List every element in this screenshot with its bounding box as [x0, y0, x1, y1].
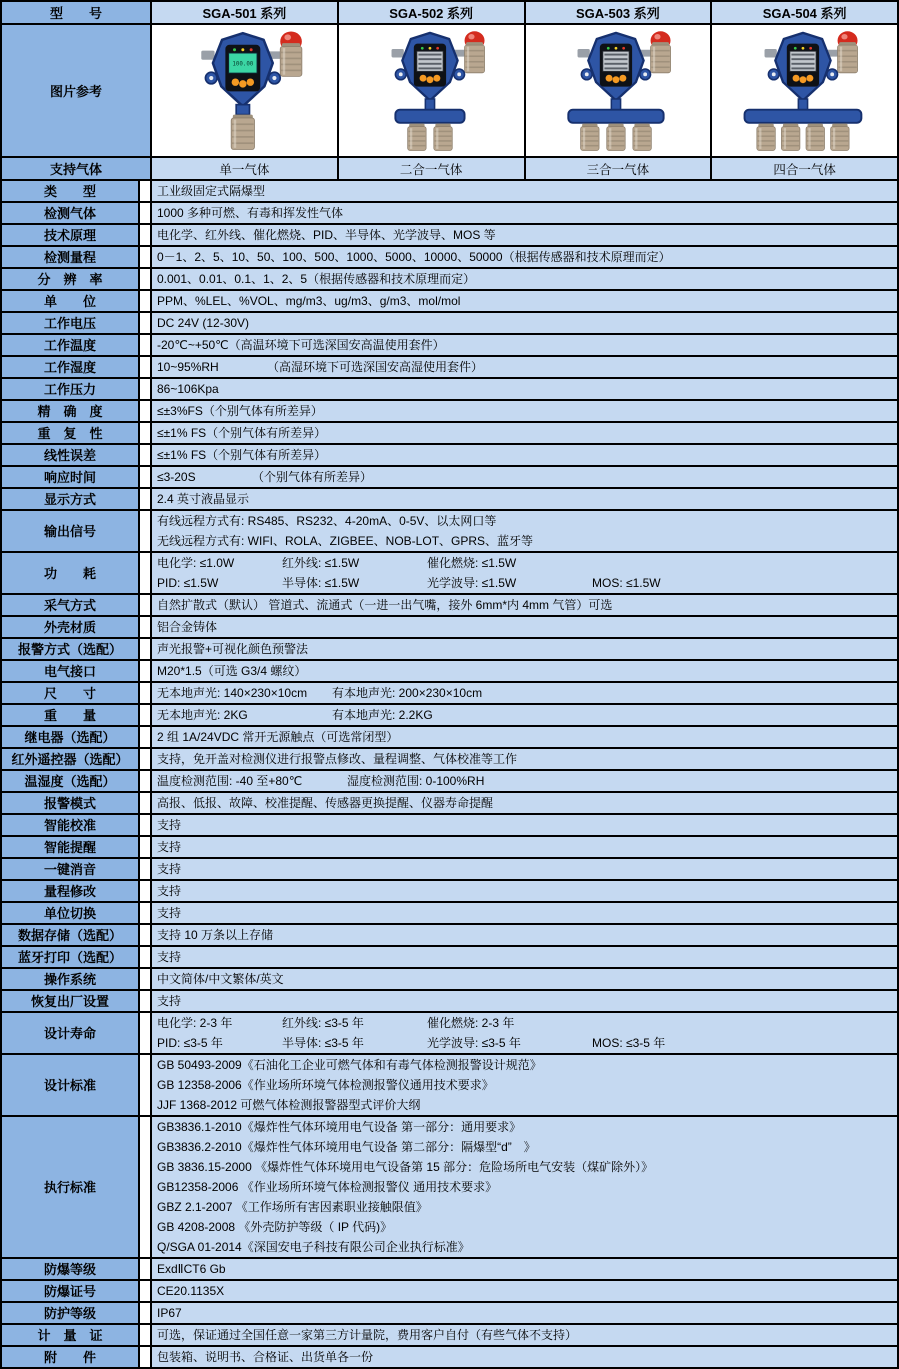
spec-row: [2, 1281, 897, 1301]
spec-row: [2, 1055, 897, 1115]
spec-value-line: 10~95%RH （高湿环境下可选深国安高湿使用套件）: [157, 360, 484, 374]
spec-row-value: [152, 357, 897, 377]
spec-value-line: 支持: [157, 906, 182, 920]
spec-row: [2, 1259, 897, 1279]
spec-row-label: 执行标准: [2, 1117, 138, 1257]
spec-value-line: 86~106Kpa: [157, 382, 219, 396]
column-gutter: [140, 903, 150, 923]
column-gutter: [140, 727, 150, 747]
spec-value-line: PPM、%LEL、%VOL、mg/m3、ug/m3、g/m3、mol/mol: [157, 294, 461, 308]
spec-row-value: [152, 617, 897, 637]
spec-row-value: [152, 511, 897, 551]
supported-gas-2: 二合一气体: [339, 158, 524, 179]
supported-gas-4: 四合一气体: [712, 158, 897, 179]
spec-value-line: 支持，免开盖对检测仪进行报警点修改、量程调整、气体校准等工作: [157, 752, 518, 766]
spec-row-label: 温湿度（选配）: [2, 771, 138, 791]
spec-row-value: [152, 881, 897, 901]
spec-row-label: 设计标准: [2, 1055, 138, 1115]
spec-value-line: ExdⅡCT6 Gb: [157, 1262, 226, 1276]
spec-row: [2, 991, 897, 1011]
svg-text:100.00: 100.00: [232, 61, 254, 68]
spec-row-label: 重 量: [2, 705, 138, 725]
spec-row-value: [152, 991, 897, 1011]
spec-row-value: [152, 947, 897, 967]
spec-row-value: [152, 445, 897, 465]
spec-row: [2, 291, 897, 311]
spec-row-value: [152, 203, 897, 223]
spec-value-line: 工业级固定式隔爆型: [157, 184, 266, 198]
spec-row: [2, 903, 897, 923]
column-gutter: [140, 617, 150, 637]
column-gutter: [140, 1055, 150, 1115]
spec-value-line: GB 3836.15-2000 《爆炸性气体环境用电气设备第 15 部分：危险场所电气安装（煤矿除外）》: [157, 1160, 654, 1174]
spec-value-line: PID: ≤1.5W 半导体: ≤1.5W 光学波导: ≤1.5W MOS: ≤1.5W: [157, 576, 661, 590]
column-gutter: [140, 859, 150, 879]
spec-row: [2, 881, 897, 901]
spec-value-line: 2 组 1A/24VDC 常开无源触点（可选常闭型）: [157, 730, 399, 744]
product-image-sga-501: [152, 25, 337, 156]
spec-value-line: GB 50493-2009《石油化工企业可燃气体和有毒气体检测报警设计规范》: [157, 1058, 542, 1072]
spec-row: [2, 1325, 897, 1345]
spec-row: [2, 1117, 897, 1257]
spec-row: [2, 639, 897, 659]
column-gutter: [140, 1281, 150, 1301]
spec-row-label: 防爆证号: [2, 1281, 138, 1301]
product-image-cells: [152, 25, 897, 156]
spec-row-value: [152, 705, 897, 725]
column-gutter: [140, 661, 150, 681]
spec-value-line: 支持: [157, 884, 182, 898]
spec-row: [2, 683, 897, 703]
spec-row: [2, 401, 897, 421]
column-gutter: [140, 947, 150, 967]
spec-row-label: 蓝牙打印（选配）: [2, 947, 138, 967]
column-gutter: [140, 423, 150, 443]
column-gutter: [140, 269, 150, 289]
column-gutter: [140, 181, 150, 201]
spec-row-label: 操作系统: [2, 969, 138, 989]
spec-value-line: GBZ 2.1-2007 《工作场所有害因素职业接触限值》: [157, 1200, 428, 1214]
spec-row-label: 采气方式: [2, 595, 138, 615]
row-label-model: 型 号: [2, 2, 150, 23]
spec-value-line: 支持: [157, 994, 182, 1008]
column-gutter: [140, 313, 150, 333]
spec-row: [2, 947, 897, 967]
gas-cells: [152, 158, 897, 179]
product-image-sga-504: [712, 25, 897, 156]
spec-row-label: 防爆等级: [2, 1259, 138, 1279]
spec-value-line: -20℃~+50℃（高温环境下可选深国安高温使用套件）: [157, 338, 445, 352]
spec-value-line: ≤±1% FS（个别气体有所差异）: [157, 426, 327, 440]
column-gutter: [140, 595, 150, 615]
spec-row-label: 报警方式（选配）: [2, 639, 138, 659]
supported-gas-3: 三合一气体: [526, 158, 711, 179]
spec-row: [2, 247, 897, 267]
spec-value-line: JJF 1368-2012 可燃气体检测报警器型式评价大纲: [157, 1098, 421, 1112]
spec-row: [2, 225, 897, 245]
spec-row: [2, 269, 897, 289]
spec-row-value: [152, 335, 897, 355]
column-gutter: [140, 489, 150, 509]
spec-row-value: [152, 247, 897, 267]
column-gutter: [140, 467, 150, 487]
spec-value-line: M20*1.5（可选 G3/4 螺纹）: [157, 664, 307, 678]
spec-value-line: GB3836.2-2010《爆炸性气体环境用电气设备 第二部分：隔爆型“d” 》: [157, 1140, 536, 1154]
spec-row-label: 智能提醒: [2, 837, 138, 857]
spec-row-label: 恢复出厂设置: [2, 991, 138, 1011]
spec-row-value: [152, 793, 897, 813]
column-gutter: [140, 379, 150, 399]
spec-row-label: 单位切换: [2, 903, 138, 923]
spec-row: [2, 1013, 897, 1053]
column-gutter: [140, 203, 150, 223]
spec-row-value: [152, 925, 897, 945]
spec-row-value: [152, 859, 897, 879]
spec-row: [2, 859, 897, 879]
spec-row-value: [152, 595, 897, 615]
spec-value-line: 2.4 英寸液晶显示: [157, 492, 250, 506]
spec-value-line: CE20.1135X: [157, 1284, 225, 1298]
column-gutter: [140, 749, 150, 769]
spec-row-value: [152, 401, 897, 421]
spec-row: [2, 969, 897, 989]
column-gutter: [140, 511, 150, 551]
model-header-row: [2, 2, 897, 23]
spec-row-label: 工作电压: [2, 313, 138, 333]
spec-row: [2, 705, 897, 725]
product-image-sga-503: [526, 25, 711, 156]
spec-value-line: 支持: [157, 950, 182, 964]
column-gutter: [140, 553, 150, 593]
spec-row: [2, 925, 897, 945]
spec-row-label: 报警模式: [2, 793, 138, 813]
spec-value-line: 无线远程方式有: WIFI、ROLA、ZIGBEE、NOB-LOT、GPRS、蓝牙等: [157, 534, 534, 548]
spec-row-value: [152, 639, 897, 659]
gas-detector-illustration: [743, 28, 866, 153]
spec-value-line: DC 24V (12-30V): [157, 316, 250, 330]
spec-value-line: 中文简体/中文繁体/英文: [157, 972, 284, 986]
spec-row-value: [152, 749, 897, 769]
spec-row: [2, 595, 897, 615]
spec-value-line: 声光报警+可视化颜色预警法: [157, 642, 309, 656]
column-gutter: [140, 225, 150, 245]
spec-value-line: ≤3-20S （个别气体有所差异）: [157, 470, 373, 484]
column-gutter: [140, 357, 150, 377]
spec-row-label: 检测气体: [2, 203, 138, 223]
spec-value-line: 电化学: 2-3 年 红外线: ≤3-5 年 催化燃烧: 2-3 年: [157, 1016, 515, 1030]
column-gutter: [140, 837, 150, 857]
spec-value-line: 高报、低报、故障、校准提醒、传感器更换提醒、仪器寿命提醒: [157, 796, 494, 810]
spec-row-value: [152, 1117, 897, 1257]
spec-value-line: 0－1、2、5、10、50、100、500、1000、5000、10000、50000（根据传感器和技术原理而定）: [157, 250, 671, 264]
spec-value-line: Q/SGA 01-2014《深国安电子科技有限公司企业执行标准》: [157, 1240, 470, 1254]
spec-row-label: 功 耗: [2, 553, 138, 593]
supported-gas-1: 单一气体: [152, 158, 337, 179]
spec-row: [2, 1303, 897, 1323]
spec-row-value: [152, 269, 897, 289]
spec-value-line: ≤±1% FS（个别气体有所差异）: [157, 448, 327, 462]
spec-row-label: 重 复 性: [2, 423, 138, 443]
column-gutter: [140, 1013, 150, 1053]
spec-row-label: 计 量 证: [2, 1325, 138, 1345]
spec-row-label: 继电器（选配）: [2, 727, 138, 747]
spec-row: [2, 445, 897, 465]
spec-row-label: 线性误差: [2, 445, 138, 465]
spec-row-value: [152, 467, 897, 487]
spec-value-line: 无本地声光: 140×230×10cm 有本地声光: 200×230×10cm: [157, 686, 483, 700]
spec-row: [2, 335, 897, 355]
column-gutter: [140, 1347, 150, 1367]
spec-value-line: 无本地声光: 2KG 有本地声光: 2.2KG: [157, 708, 433, 722]
gas-detector-illustration: [556, 28, 679, 153]
spec-row: [2, 203, 897, 223]
spec-row-value: [152, 225, 897, 245]
spec-value-line: GB 4208-2008 《外壳防护等级（ IP 代码)》: [157, 1220, 393, 1234]
column-gutter: [140, 793, 150, 813]
spec-row-label: 检测量程: [2, 247, 138, 267]
model-header-4: SGA-504 系列: [712, 2, 897, 23]
spec-row: [2, 467, 897, 487]
supported-gas-row: [2, 158, 897, 179]
spec-row: [2, 511, 897, 551]
spec-row-value: [152, 727, 897, 747]
spec-row-label: 外壳材质: [2, 617, 138, 637]
spec-value-line: 有线远程方式有: RS485、RS232、4-20mA、0-5V、以太网口等: [157, 514, 497, 528]
column-gutter: [140, 1117, 150, 1257]
spec-row-label: 尺 寸: [2, 683, 138, 703]
spec-value-line: 支持 10 万条以上存储: [157, 928, 274, 942]
spec-row-value: [152, 553, 897, 593]
spec-row-label: 工作温度: [2, 335, 138, 355]
column-gutter: [140, 247, 150, 267]
row-label-supported-gas: 支持气体: [2, 158, 150, 179]
column-gutter: [140, 445, 150, 465]
spec-value-line: 支持: [157, 818, 182, 832]
spec-row-value: [152, 489, 897, 509]
spec-row-label: 精 确 度: [2, 401, 138, 421]
spec-row-label: 防护等级: [2, 1303, 138, 1323]
spec-row-value: [152, 1303, 897, 1323]
spec-value-line: 电化学、红外线、催化燃烧、PID、半导体、光学波导、MOS 等: [157, 228, 496, 242]
spec-row: [2, 749, 897, 769]
column-gutter: [140, 1325, 150, 1345]
product-image-sga-502: [339, 25, 524, 156]
spec-row: [2, 727, 897, 747]
column-gutter: [140, 771, 150, 791]
spec-row: [2, 1347, 897, 1367]
column-gutter: [140, 683, 150, 703]
spec-value-line: 自然扩散式（默认） 管道式、流通式（一进一出气嘴，接外 6mm*内 4mm 气管）可选: [157, 598, 613, 612]
spec-row: [2, 553, 897, 593]
spec-value-line: GB3836.1-2010《爆炸性气体环境用电气设备 第一部分：通用要求》: [157, 1120, 522, 1134]
spec-row-label: 附 件: [2, 1347, 138, 1367]
model-header-1: SGA-501 系列: [152, 2, 337, 23]
spec-value-line: 1000 多种可燃、有毒和挥发性气体: [157, 206, 344, 220]
column-gutter: [140, 969, 150, 989]
column-gutter: [140, 705, 150, 725]
gas-detector-illustration: [370, 28, 493, 153]
spec-row-value: [152, 313, 897, 333]
spec-row: [2, 815, 897, 835]
column-gutter: [140, 291, 150, 311]
spec-row-label: 红外遥控器（选配）: [2, 749, 138, 769]
model-header-cells: [152, 2, 897, 23]
spec-row-label: 智能校准: [2, 815, 138, 835]
spec-row-label: 设计寿命: [2, 1013, 138, 1053]
spec-value-line: GB 12358-2006《作业场所环境气体检测报警仪通用技术要求》: [157, 1078, 494, 1092]
spec-row-value: [152, 291, 897, 311]
spec-value-line: 温度检测范围: -40 至+80℃ 湿度检测范围: 0-100%RH: [157, 774, 485, 788]
spec-row-value: [152, 837, 897, 857]
spec-value-line: 0.001、0.01、0.1、1、2、5（根据传感器和技术原理而定）: [157, 272, 476, 286]
spec-row-value: [152, 815, 897, 835]
spec-row-value: [152, 661, 897, 681]
spec-value-line: 包装箱、说明书、合格证、出货单各一份: [157, 1350, 374, 1364]
column-gutter: [140, 1303, 150, 1323]
spec-row: [2, 617, 897, 637]
spec-row-label: 类 型: [2, 181, 138, 201]
spec-value-line: PID: ≤3-5 年 半导体: ≤3-5 年 光学波导: ≤3-5 年 MOS: ≤3-5 年: [157, 1036, 666, 1050]
column-gutter: [140, 925, 150, 945]
spec-row-value: [152, 683, 897, 703]
spec-row-label: 工作压力: [2, 379, 138, 399]
spec-value-line: 支持: [157, 862, 182, 876]
spec-row: [2, 379, 897, 399]
spec-row: [2, 423, 897, 443]
spec-value-line: 电化学: ≤1.0W 红外线: ≤1.5W 催化燃烧: ≤1.5W: [157, 556, 517, 570]
column-gutter: [140, 815, 150, 835]
spec-row-value: [152, 771, 897, 791]
model-header-2: SGA-502 系列: [339, 2, 524, 23]
spec-row: [2, 181, 897, 201]
product-image-row: [2, 25, 897, 156]
spec-row-label: 分 辨 率: [2, 269, 138, 289]
spec-row-label: 技术原理: [2, 225, 138, 245]
spec-row-value: [152, 1325, 897, 1345]
column-gutter: [140, 639, 150, 659]
spec-row-label: 响应时间: [2, 467, 138, 487]
spec-row-value: [152, 1281, 897, 1301]
column-gutter: [140, 401, 150, 421]
column-gutter: [140, 1259, 150, 1279]
spec-row-value: [152, 1055, 897, 1115]
spec-row-label: 电气接口: [2, 661, 138, 681]
spec-value-line: IP67: [157, 1306, 182, 1320]
spec-row-value: [152, 423, 897, 443]
spec-row: [2, 793, 897, 813]
spec-value-line: ≤±3%FS（个别气体有所差异）: [157, 404, 323, 418]
spec-value-line: 可选，保证通过全国任意一家第三方计量院，费用客户自付（有些气体不支持）: [157, 1328, 578, 1342]
spec-row: [2, 489, 897, 509]
spec-row-value: [152, 181, 897, 201]
spec-row-label: 显示方式: [2, 489, 138, 509]
spec-row-value: [152, 1347, 897, 1367]
spec-value-line: 铝合金铸体: [157, 620, 218, 634]
spec-value-line: 支持: [157, 840, 182, 854]
spec-row: [2, 357, 897, 377]
spec-row-value: [152, 903, 897, 923]
spec-row-label: 数据存储（选配）: [2, 925, 138, 945]
spec-row: [2, 313, 897, 333]
spec-value-line: GB12358-2006 《作业场所环境气体检测报警仪 通用技术要求》: [157, 1180, 498, 1194]
spec-row-value: [152, 969, 897, 989]
spec-row-label: 输出信号: [2, 511, 138, 551]
row-label-image-reference: 图片参考: [2, 25, 150, 156]
gas-detector-illustration: [178, 28, 311, 153]
spec-row: [2, 837, 897, 857]
spec-row-label: 量程修改: [2, 881, 138, 901]
spec-row-value: [152, 1259, 897, 1279]
spec-row-label: 一键消音: [2, 859, 138, 879]
column-gutter: [140, 335, 150, 355]
spec-row-label: 单 位: [2, 291, 138, 311]
spec-row-value: [152, 379, 897, 399]
spec-row-value: [152, 1013, 897, 1053]
column-gutter: [140, 881, 150, 901]
model-header-3: SGA-503 系列: [526, 2, 711, 23]
spec-row-label: 工作湿度: [2, 357, 138, 377]
column-gutter: [140, 991, 150, 1011]
spec-row: [2, 771, 897, 791]
spec-row: [2, 661, 897, 681]
